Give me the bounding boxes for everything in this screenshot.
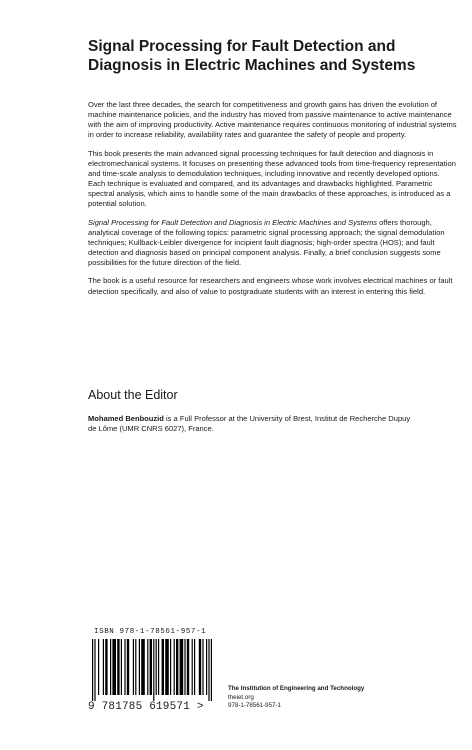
book-description xyxy=(88,100,458,305)
barcode-bar-16 xyxy=(150,639,152,695)
barcode-bar-32 xyxy=(206,639,207,695)
publisher-block xyxy=(228,685,458,711)
barcode-bar-21 xyxy=(165,639,169,695)
publisher-name: The Institution of Engineering and Technology xyxy=(228,685,365,692)
description-paragraph-3-rest: offers thorough, analytical coverage of the following topics: parametric signal processing approach; the signal demodulation techniques; Kullback-Leibler divergence for incipient fault diagnosis; high-order spectra (HOS); and fault detection and diagnosis based on principal component analysis. Finally, a brief conclusion suggests some possibilities for the future direction of the field. xyxy=(88,217,445,268)
barcode-bar-9 xyxy=(124,639,125,695)
barcode-bar-5 xyxy=(110,639,111,695)
barcode-bar-12 xyxy=(135,639,136,695)
isbn-label: ISBN 978-1-78561-957-1 xyxy=(94,628,207,636)
barcode-bar-24 xyxy=(176,639,178,695)
barcode-bar-31 xyxy=(202,639,203,695)
barcode-bar-15 xyxy=(147,639,148,695)
publisher-website: theiet.org xyxy=(228,693,254,701)
barcode-bar-33 xyxy=(208,639,209,701)
barcode-bar-28 xyxy=(192,639,193,695)
publisher-isbn: 978-1-78561-957-1 xyxy=(228,702,281,709)
barcode-bar-11 xyxy=(133,639,134,695)
barcode-bar-1 xyxy=(94,639,95,701)
barcode-bar-8 xyxy=(121,639,122,695)
isbn-barcode xyxy=(88,628,218,718)
barcode-digits: 9 781785 619571 > xyxy=(88,701,204,713)
barcode-bar-2 xyxy=(98,639,99,695)
barcode-bar-14 xyxy=(141,639,145,695)
barcode-bar-18 xyxy=(156,639,157,695)
editor-bio xyxy=(88,414,418,434)
barcode-bar-0 xyxy=(92,639,93,701)
barcode-bars xyxy=(88,639,218,701)
barcode-bar-27 xyxy=(187,639,189,695)
barcode-bar-7 xyxy=(117,639,119,695)
editor-name: Mohamed Benbouzid xyxy=(88,414,164,423)
barcode-bar-17 xyxy=(153,639,154,701)
barcode-bar-34 xyxy=(211,639,212,701)
barcode-bar-23 xyxy=(174,639,175,695)
barcode-bar-20 xyxy=(162,639,164,695)
description-paragraph-4: The book is a useful resource for researchers and engineers whose work involves electrical machines or fault detection specifically, and also of value to postgraduate students with an interest in entering this field. xyxy=(88,276,453,296)
barcode-bar-26 xyxy=(184,639,185,695)
barcode-bar-22 xyxy=(170,639,171,695)
editor-bio-text: is a Full Professor at the University of Brest, Institut de Recherche Dupuy de Lôme (UMR CNRS 6027), France. xyxy=(88,414,411,434)
about-editor-heading: About the Editor xyxy=(88,388,178,402)
barcode-bar-29 xyxy=(194,639,195,695)
description-paragraph-3 xyxy=(88,218,458,269)
book-title: Signal Processing for Fault Detection and Diagnosis in Electric Machines and Systems xyxy=(88,38,416,74)
barcode-bar-25 xyxy=(180,639,184,695)
barcode-bar-4 xyxy=(105,639,107,695)
barcode-bar-13 xyxy=(139,639,140,695)
barcode-bar-10 xyxy=(127,639,129,695)
barcode-bar-3 xyxy=(103,639,104,695)
description-paragraph-2: This book presents the main advanced signal processing techniques for fault detection and diagnosis in electromechanical systems. It focuses on presenting these advanced tools from time-frequency representation and time-scale analysis to demodulation techniques, including innovative and recently developed options. Each technique is evaluated and compared, and its advantages and drawbacks highlighted. Parametric spectral analysis, which aims to handle some of the main drawbacks of these approaches, is introduced as a potential solution. xyxy=(88,148,456,209)
description-title-italic: Signal Processing for Fault Detection and Diagnosis in Electric Machines and Systems xyxy=(88,217,378,227)
barcode-bar-19 xyxy=(158,639,159,695)
barcode-bar-30 xyxy=(199,639,201,695)
description-paragraph-1: Over the last three decades, the search for competitiveness and growth gains has driven the evolution of machine maintenance policies, and the industry has moved from passive maintenance to active maintenance with the aim of improving productivity. Active maintenance requires continuous monitoring of industrial systems in order to increase reliability, availability rates and guarantee the safety of people and property. xyxy=(88,100,457,140)
barcode-bar-6 xyxy=(112,639,116,695)
